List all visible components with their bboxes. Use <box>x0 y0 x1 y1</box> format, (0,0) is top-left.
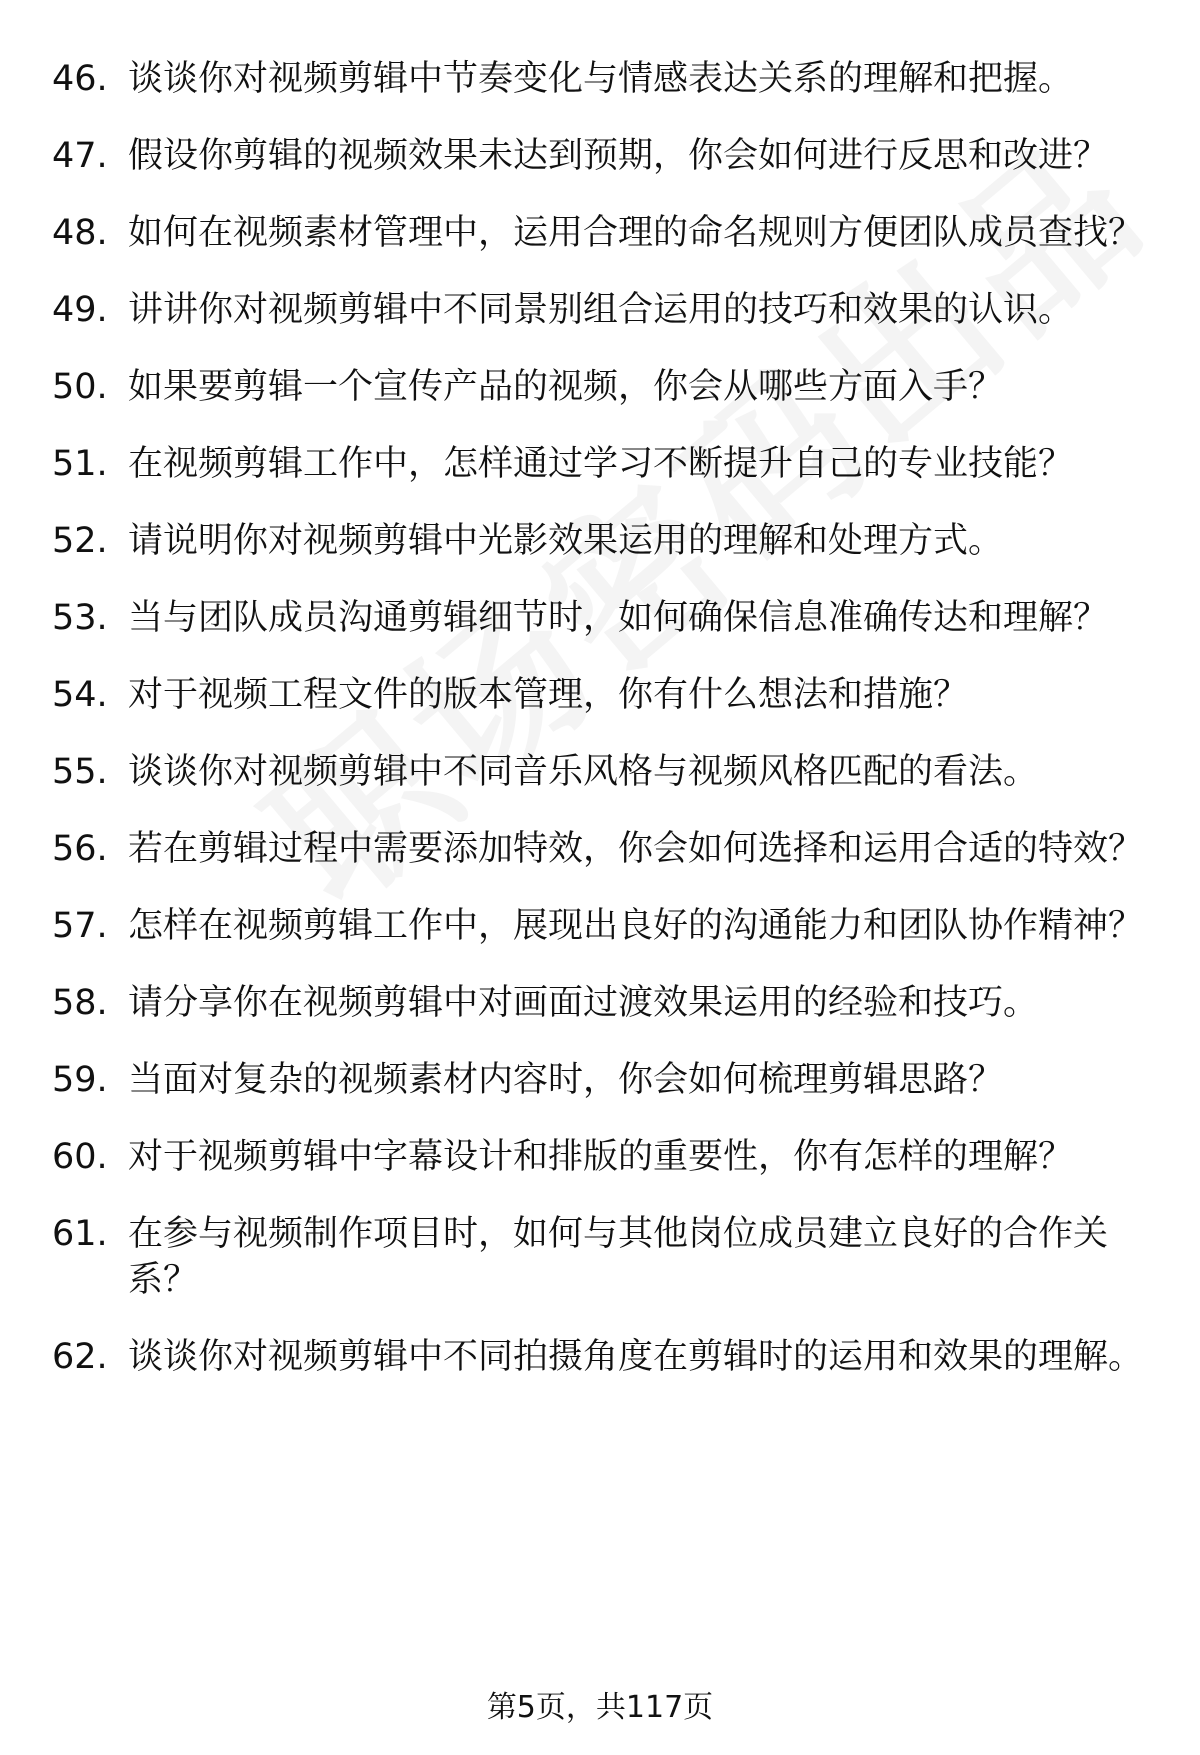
question-text: 如果要剪辑一个宣传产品的视频，你会从哪些方面入手？ <box>128 367 1004 407</box>
question-text: 假设你剪辑的视频效果未达到预期，你会如何进行反思和改进？ <box>128 136 1109 176</box>
list-item <box>52 749 1162 795</box>
question-number: 48. <box>52 213 108 253</box>
question-number: 57. <box>52 906 108 946</box>
question-text: 对于视频工程文件的版本管理，你有什么想法和措施？ <box>128 675 969 715</box>
list-item <box>52 364 1162 410</box>
question-text: 在参与视频制作项目时，如何与其他岗位成员建立良好的合作关系？ <box>128 1214 1109 1300</box>
question-number: 58. <box>52 983 108 1023</box>
question-number: 49. <box>52 290 108 330</box>
question-number: 53. <box>52 598 108 638</box>
question-text: 当与团队成员沟通剪辑细节时，如何确保信息准确传达和理解？ <box>128 598 1109 638</box>
question-number: 55. <box>52 752 108 792</box>
question-number: 60. <box>52 1137 108 1177</box>
question-text: 谈谈你对视频剪辑中不同拍摄角度在剪辑时的运用和效果的理解。 <box>128 1337 1144 1377</box>
list-item <box>52 672 1162 718</box>
question-text: 请说明你对视频剪辑中光影效果运用的理解和处理方式。 <box>128 521 1004 561</box>
list-item <box>52 595 1162 641</box>
question-text: 如何在视频素材管理中，运用合理的命名规则方便团队成员查找？ <box>128 213 1144 253</box>
page-footer: 第5页，共117页 <box>486 1690 714 1725</box>
list-item <box>52 518 1162 564</box>
question-text: 谈谈你对视频剪辑中不同音乐风格与视频风格匹配的看法。 <box>128 752 1039 792</box>
question-text: 若在剪辑过程中需要添加特效，你会如何选择和运用合适的特效？ <box>128 829 1144 869</box>
question-number: 52. <box>52 521 108 561</box>
question-text: 谈谈你对视频剪辑中节奏变化与情感表达关系的理解和把握。 <box>128 59 1074 99</box>
list-item <box>52 826 1162 872</box>
list-item <box>52 210 1162 256</box>
list-item <box>52 980 1162 1026</box>
list-item <box>52 1057 1162 1103</box>
list-item <box>52 56 1162 102</box>
question-text: 请分享你在视频剪辑中对画面过渡效果运用的经验和技巧。 <box>128 983 1039 1023</box>
question-number: 46. <box>52 59 108 99</box>
list-item <box>52 1334 1162 1380</box>
list-item <box>52 1211 1162 1303</box>
question-number: 54. <box>52 675 108 715</box>
question-number: 59. <box>52 1060 108 1100</box>
question-number: 62. <box>52 1337 108 1377</box>
question-text: 怎样在视频剪辑工作中，展现出良好的沟通能力和团队协作精神？ <box>128 906 1144 946</box>
question-number: 47. <box>52 136 108 176</box>
question-text: 在视频剪辑工作中，怎样通过学习不断提升自己的专业技能？ <box>128 444 1074 484</box>
list-item <box>52 441 1162 487</box>
question-text: 当面对复杂的视频素材内容时，你会如何梳理剪辑思路？ <box>128 1060 1004 1100</box>
question-number: 56. <box>52 829 108 869</box>
question-text: 讲讲你对视频剪辑中不同景别组合运用的技巧和效果的认识。 <box>128 290 1074 330</box>
question-number: 51. <box>52 444 108 484</box>
question-text: 对于视频剪辑中字幕设计和排版的重要性，你有怎样的理解？ <box>128 1137 1074 1177</box>
list-item <box>52 1134 1162 1180</box>
question-number: 61. <box>52 1214 108 1254</box>
list-item <box>52 287 1162 333</box>
list-item <box>52 133 1162 179</box>
question-list <box>52 56 1162 1411</box>
question-number: 50. <box>52 367 108 407</box>
list-item <box>52 903 1162 949</box>
